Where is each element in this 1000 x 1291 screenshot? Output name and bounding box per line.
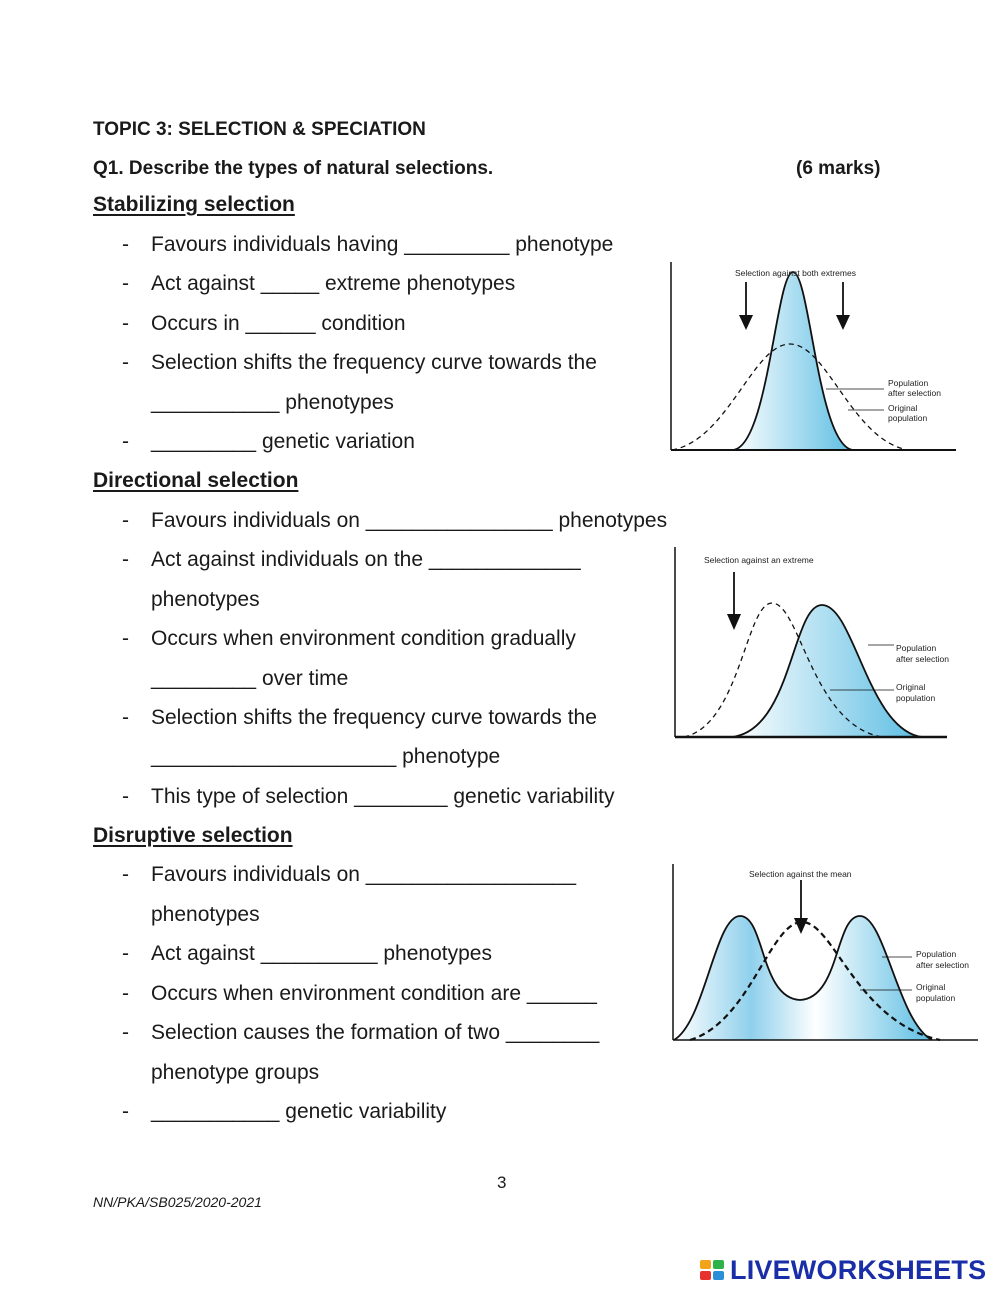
document-code: NN/PKA/SB025/2020-2021 <box>93 1194 262 1210</box>
liveworksheets-logo[interactable] <box>700 1256 986 1284</box>
directional-item: - Occurs when environment condition gradually <box>122 627 576 650</box>
label-original-population: Original <box>916 982 946 992</box>
stabilizing-item: - Occurs in ______ condition <box>122 312 406 335</box>
disruptive-selection-diagram <box>670 862 982 1047</box>
figure-title: Selection against an extreme <box>704 555 814 565</box>
stabilizing-heading: Stabilizing selection <box>93 193 295 216</box>
disruptive-heading: Disruptive selection <box>93 824 293 847</box>
question-text: Q1. Describe the types of natural selections. <box>93 158 494 179</box>
stabilizing-selection-diagram <box>668 260 958 455</box>
question-marks: (6 marks) <box>796 158 881 179</box>
directional-item: - Favours individuals on ________________ phenotypes <box>122 509 668 532</box>
directional-item: - Selection shifts the frequency curve towards the <box>122 706 597 729</box>
directional-item-continued: _____________________ phenotype <box>151 745 501 768</box>
stabilizing-item: - _________ genetic variation <box>122 430 415 453</box>
directional-heading: Directional selection <box>93 469 299 492</box>
arrow-down-icon <box>836 282 850 330</box>
disruptive-item: - Selection causes the formation of two ________ <box>122 1021 600 1044</box>
stabilizing-item: - Act against _____ extreme phenotypes <box>122 272 516 295</box>
after-selection-fill <box>732 605 922 737</box>
label-after-selection: Population <box>916 949 957 959</box>
logo-grid-icon <box>700 1260 724 1280</box>
label-original-population: Original <box>896 682 926 692</box>
after-selection-fill <box>732 272 854 450</box>
arrow-down-icon <box>727 572 741 630</box>
label-after-selection: after selection <box>888 388 941 398</box>
page-number: 3 <box>497 1173 507 1192</box>
label-original-population: population <box>888 413 928 423</box>
disruptive-item-continued: phenotype groups <box>151 1061 320 1084</box>
arrow-down-icon <box>794 880 808 934</box>
stabilizing-item-continued: ___________ phenotypes <box>151 391 394 414</box>
disruptive-item-continued: phenotypes <box>151 903 260 926</box>
label-original-population: Original <box>888 403 918 413</box>
label-after-selection: after selection <box>916 960 969 970</box>
stabilizing-item: - Selection shifts the frequency curve towards the <box>122 351 597 374</box>
arrow-down-icon <box>739 282 753 330</box>
directional-item: - Act against individuals on the _____________ <box>122 548 581 571</box>
label-original-population: population <box>916 993 956 1003</box>
label-after-selection: after selection <box>896 654 949 664</box>
label-after-selection: Population <box>888 378 929 388</box>
stabilizing-item: - Favours individuals having _________ phenotype <box>122 233 614 256</box>
disruptive-item: - Favours individuals on __________________ <box>122 863 577 886</box>
directional-item: - This type of selection ________ genetic variability <box>122 785 615 808</box>
label-original-population: population <box>896 693 936 703</box>
disruptive-item: - Act against __________ phenotypes <box>122 942 492 965</box>
logo-text: LIVEWORKSHEETS <box>730 1254 987 1285</box>
disruptive-item: - Occurs when environment condition are ______ <box>122 982 597 1005</box>
directional-item-continued: phenotypes <box>151 588 260 611</box>
figure-title: Selection against the mean <box>749 869 852 879</box>
directional-item-continued: _________ over time <box>151 667 349 690</box>
after-selection-fill <box>674 916 932 1040</box>
directional-selection-diagram <box>672 545 957 743</box>
topic-title: TOPIC 3: SELECTION & SPECIATION <box>93 119 426 140</box>
label-after-selection: Population <box>896 643 937 653</box>
disruptive-item: - ___________ genetic variability <box>122 1100 447 1123</box>
figure-title: Selection against both extremes <box>735 268 856 278</box>
